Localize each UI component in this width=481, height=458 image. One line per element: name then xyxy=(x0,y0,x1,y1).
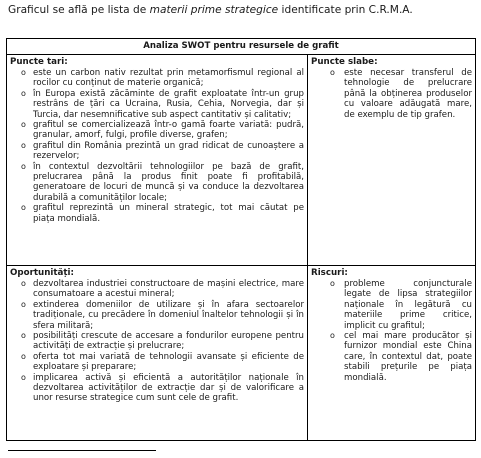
list-item xyxy=(10,300,304,331)
bullet-icon: o xyxy=(330,279,335,288)
weaknesses-cell xyxy=(308,55,475,265)
strengths-heading: Puncte tari: xyxy=(10,57,68,67)
bullet-icon: o xyxy=(330,68,335,77)
bullet-icon: o xyxy=(21,68,26,77)
list-item-text: extinderea domeniilor de utilizare și în afara sectoarelor tradiționale, cu precădere în domeniul înaltelor tehnologii și în sfera militară; xyxy=(33,299,304,331)
weaknesses-heading: Puncte slabe: xyxy=(311,57,378,67)
swot-row-bottom xyxy=(7,266,475,440)
intro-italic-phrase: materii prime strategice xyxy=(149,4,279,16)
threats-cell xyxy=(308,266,475,440)
list-item xyxy=(10,373,304,404)
swot-row-top xyxy=(7,55,475,266)
opportunities-cell xyxy=(7,266,308,440)
opportunities-heading: Oportunități: xyxy=(10,268,74,278)
list-item-text: probleme conjuncturale legate de lipsa strategiilor naționale în legătură cu materiile prime critice, implicit cu grafitul; xyxy=(344,279,472,331)
list-item xyxy=(10,352,304,373)
bullet-icon: o xyxy=(21,372,26,382)
list-item-text: oferta tot mai variată de tehnologii avansate și eficiente de exploatare și preparare; xyxy=(33,351,304,373)
list-item xyxy=(10,141,304,162)
intro-text-before: Graficul se află pe lista de xyxy=(8,4,150,16)
list-item xyxy=(10,279,304,300)
list-item xyxy=(10,68,304,89)
weaknesses-list xyxy=(311,68,472,120)
opportunities-list xyxy=(10,279,304,404)
swot-table xyxy=(6,38,476,441)
swot-table-title: Analiza SWOT pentru resursele de grafit xyxy=(7,39,475,55)
list-item xyxy=(311,279,472,331)
bullet-icon: o xyxy=(330,331,335,341)
list-item-text: dezvoltarea industriei constructoare de mașini electrice, mare consumatoare a acestui mineral; xyxy=(33,279,304,300)
bullet-icon: o xyxy=(21,161,26,171)
bullet-icon: o xyxy=(21,203,26,213)
list-item-text: este un carbon nativ rezultat prin metamorfismul regional al rocilor cu conținut de materie organică; xyxy=(33,68,304,89)
list-item-text: este necesar transferul de tehnologie de prelucrare până la obținerea produselor cu valoare adăugată mare, de exemplu de tip grafen. xyxy=(344,68,472,120)
intro-sentence xyxy=(8,4,478,17)
bullet-icon: o xyxy=(21,351,26,361)
bullet-icon: o xyxy=(21,279,26,288)
list-item-text: în contextul dezvoltării tehnologiilor pe bază de grafit, prelucrarea până la produs finit poate fi profitabilă, generatoare de locuri de muncă și va conduce la dezvoltarea durabilă a comunităților locale; xyxy=(33,161,304,203)
list-item-text: cel mai mare producător și furnizor mondial este China care, în contextul dat, poate stabili prețurile pe piața mondială. xyxy=(344,331,472,383)
bullet-icon: o xyxy=(21,88,26,98)
strengths-list xyxy=(10,68,304,224)
bullet-icon: o xyxy=(21,299,26,309)
bullet-icon: o xyxy=(21,120,26,130)
list-item-text: în Europa există zăcăminte de grafit exploatate într-un grup restrâns de țări ca Ucraina, Rusia, Cehia, Norvegia, dar și Turcia, dar nesemnificative sub aspect cantitativ și calitativ; xyxy=(33,88,304,120)
list-item xyxy=(10,203,304,224)
intro-text-after: identificate prin C.R.M.A. xyxy=(278,4,413,16)
list-item-text: grafitul din România prezintă un grad ridicat de cunoaștere a rezervelor; xyxy=(33,140,304,162)
list-item-text: implicarea activă și eficientă a autorităților naționale în dezvoltarea activităților de extracție dar și de valorificare a unor resurse strategice cum sunt cele de grafit. xyxy=(33,372,304,404)
list-item xyxy=(10,331,304,352)
footnote-separator-line xyxy=(8,450,156,451)
strengths-cell xyxy=(7,55,308,265)
list-item xyxy=(311,68,472,120)
list-item xyxy=(10,162,304,204)
bullet-icon: o xyxy=(21,331,26,341)
threats-heading: Riscuri: xyxy=(311,268,348,278)
threats-list xyxy=(311,279,472,383)
list-item-text: grafitul reprezintă un mineral strategic, tot mai căutat pe piața mondială. xyxy=(33,203,304,224)
list-item xyxy=(10,89,304,120)
list-item-text: grafitul se comercializează într-o gamă foarte variată: pudră, granular, amorf, fulgi, profile diverse, grafen; xyxy=(33,120,304,141)
list-item xyxy=(10,120,304,141)
list-item-text: posibilități crescute de accesare a fondurilor europene pentru activități de extracție și prelucrare; xyxy=(33,331,304,352)
list-item xyxy=(311,331,472,383)
bullet-icon: o xyxy=(21,140,26,150)
